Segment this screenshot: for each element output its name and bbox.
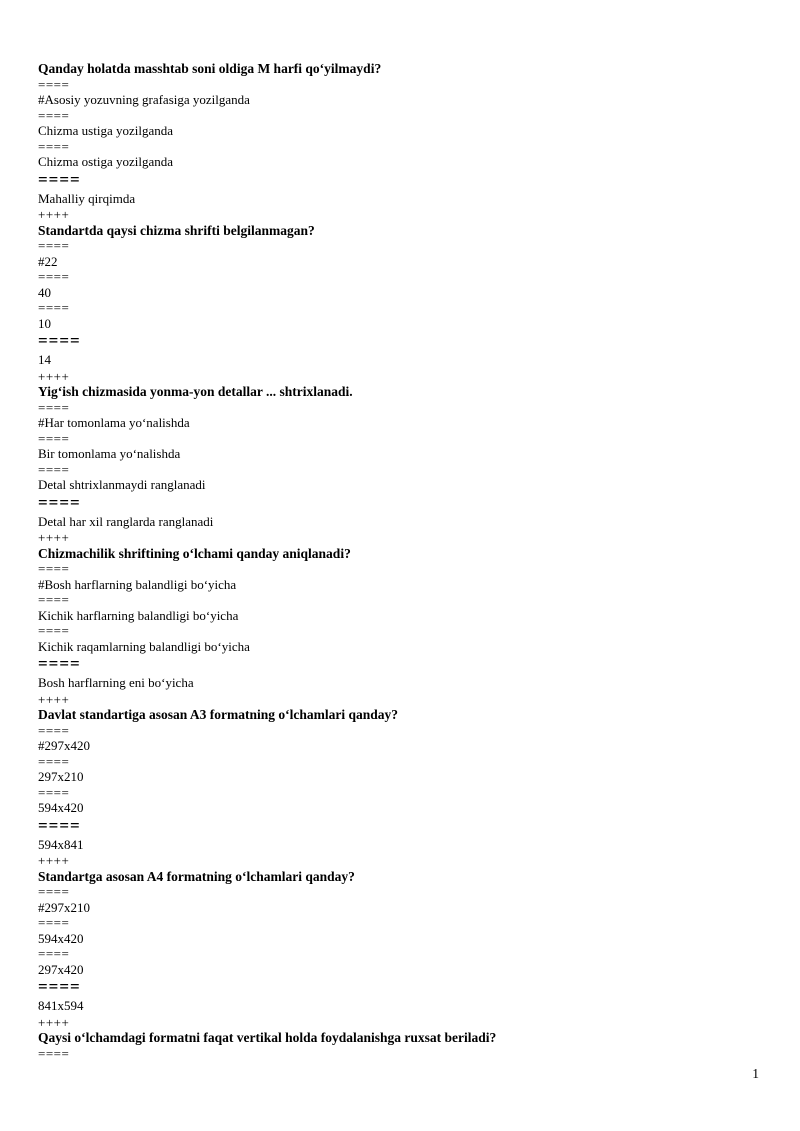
- answer-separator: ====: [38, 753, 70, 769]
- answer-text: 14: [38, 352, 51, 367]
- answer-text: 594x420: [38, 800, 84, 815]
- question-separator: ++++: [38, 691, 70, 707]
- answer-separator: ====: [38, 492, 81, 512]
- answer-separator: ====: [38, 784, 70, 800]
- answer-separator: ====: [38, 654, 81, 673]
- question-text: Chizmachilik shriftining o‘lchami qanday aniqlanadi?: [38, 545, 351, 561]
- question-text: Standartga asosan A4 formatning o‘lchamlari qanday?: [38, 868, 355, 884]
- answer-separator: ====: [38, 592, 70, 607]
- answer-separator: ====: [38, 1045, 70, 1061]
- page-number: 1: [752, 1066, 759, 1081]
- question-block: [38, 869, 770, 1031]
- answer-separator: ====: [38, 461, 70, 477]
- question-text: Standartda qaysi chizma shrifti belgilanmagan?: [38, 222, 315, 238]
- answer-text: 594x841: [38, 836, 84, 852]
- answer-text: 40: [38, 284, 51, 300]
- answer-text: Kichik harflarning balandligi bo‘yicha: [38, 607, 239, 623]
- question-separator: ++++: [38, 368, 70, 384]
- answer-separator: ====: [38, 300, 70, 315]
- answer-text: Mahalliy qirqimda: [38, 190, 136, 206]
- question-text: Davlat standartiga asosan A3 formatning o‘lchamlari qanday?: [38, 707, 399, 722]
- answer-text: #Bosh harflarning balandligi bo‘yicha: [38, 576, 237, 592]
- answer-separator: ====: [38, 430, 70, 446]
- answer-text: #297x210: [38, 899, 90, 915]
- answer-text: 841x594: [38, 998, 84, 1013]
- quiz-content: [38, 61, 770, 1061]
- answer-separator: ====: [38, 238, 70, 253]
- question-text: Qanday holatda masshtab soni oldiga M harfi qo‘yilmaydi?: [38, 61, 382, 76]
- answer-separator: ====: [38, 76, 70, 92]
- answer-text: Kichik raqamlarning balandligi bo‘yicha: [38, 638, 250, 654]
- answer-text: 10: [38, 315, 51, 331]
- answer-text: Chizma ostiga yozilganda: [38, 154, 174, 169]
- answer-separator: ====: [38, 915, 70, 930]
- answer-separator: ====: [38, 815, 81, 835]
- answer-separator: ====: [38, 107, 70, 123]
- question-block: [38, 61, 770, 223]
- question-text: Yig‘ish chizmasida yonma-yon detallar ... shtrixlanadi.: [38, 384, 353, 399]
- answer-text: 297x210: [38, 769, 84, 784]
- question-list: [38, 61, 770, 1061]
- question-separator: ++++: [38, 853, 70, 868]
- answer-text: #297x420: [38, 738, 90, 753]
- answer-separator: ====: [38, 946, 70, 961]
- answer-separator: ====: [38, 169, 81, 189]
- answer-separator: ====: [38, 399, 70, 415]
- question-separator: ++++: [38, 1014, 70, 1030]
- answer-separator: ====: [38, 561, 70, 576]
- question-block: [38, 223, 770, 385]
- answer-text: Bosh harflarning eni bo‘yicha: [38, 675, 194, 690]
- answer-text: Detal shtrixlanmaydi ranglanadi: [38, 477, 206, 492]
- answer-text: Detal har xil ranglarda ranglanadi: [38, 513, 214, 529]
- question-block: [38, 384, 770, 546]
- question-block: [38, 1030, 770, 1061]
- answer-separator: ====: [38, 138, 70, 154]
- question-separator: ++++: [38, 207, 70, 222]
- answer-text: Chizma ustiga yozilganda: [38, 123, 174, 138]
- answer-separator: ====: [38, 977, 81, 996]
- answer-separator: ====: [38, 722, 70, 738]
- answer-text: #Har tomonlama yo‘nalishda: [38, 415, 190, 430]
- answer-separator: ====: [38, 623, 70, 638]
- answer-separator: ====: [38, 884, 70, 899]
- answer-text: Bir tomonlama yo‘nalishda: [38, 446, 181, 461]
- question-separator: ++++: [38, 530, 70, 545]
- question-block: [38, 707, 770, 869]
- question-text: Qaysi o‘lchamdagi formatni faqat vertikal holda foydalanishga ruxsat beriladi?: [38, 1030, 497, 1045]
- answer-separator: ====: [38, 331, 81, 350]
- answer-text: #22: [38, 253, 58, 269]
- answer-text: 594x420: [38, 930, 84, 946]
- answer-text: #Asosiy yozuvning grafasiga yozilganda: [38, 92, 250, 107]
- answer-text: 297x420: [38, 961, 84, 977]
- answer-separator: ====: [38, 269, 70, 284]
- question-block: [38, 546, 770, 708]
